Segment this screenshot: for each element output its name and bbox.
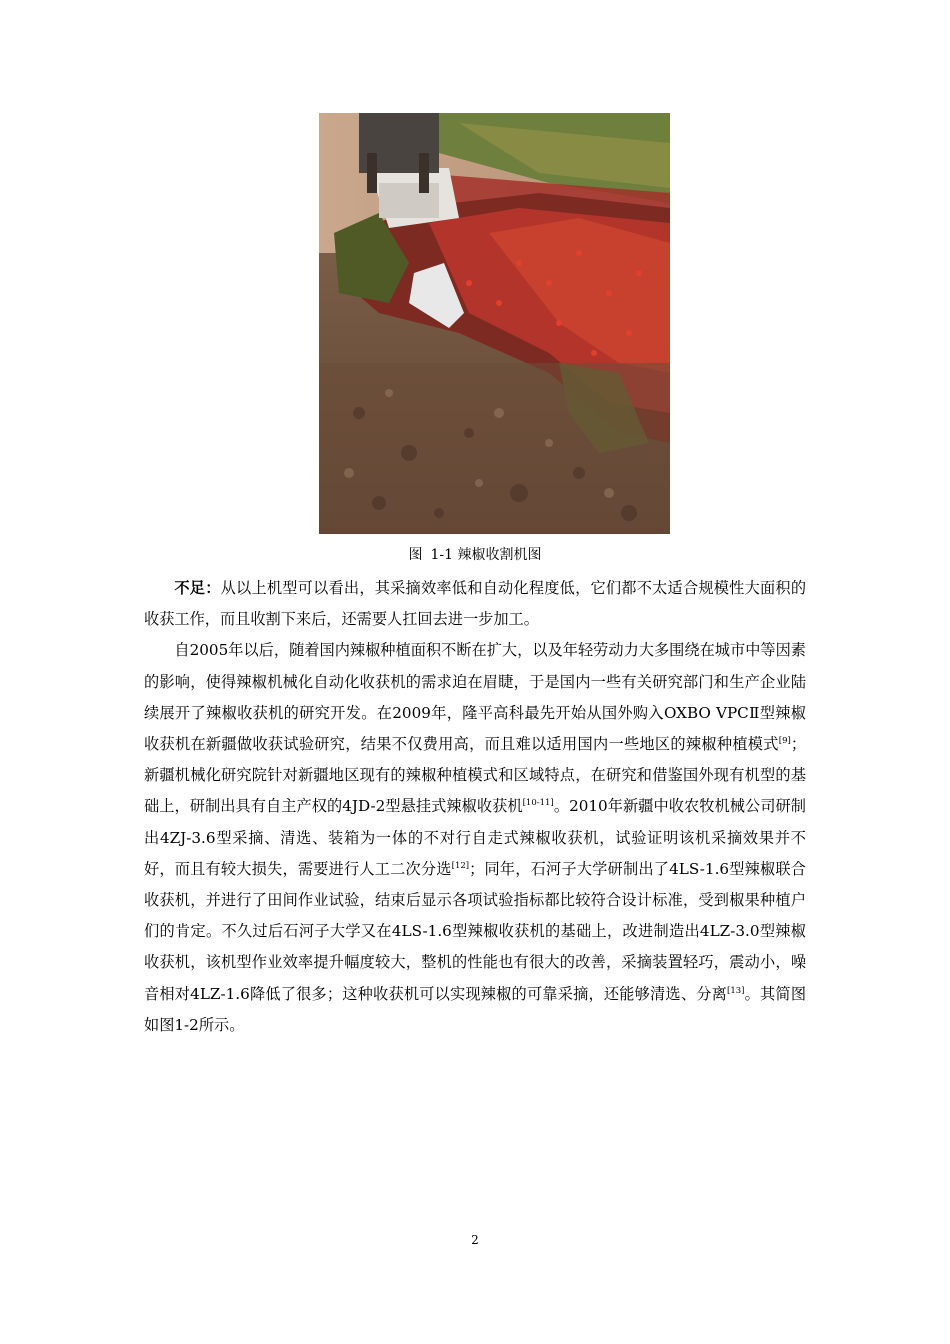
figure-photo bbox=[319, 113, 670, 534]
citation-12: [12] bbox=[451, 860, 470, 871]
page-number: 2 bbox=[471, 1233, 479, 1247]
caption-label: 图 bbox=[408, 547, 423, 563]
bold-lead: 不足： bbox=[174, 579, 221, 597]
paragraph-2-text-3: 。2010年新疆中收农牧机械公司研制出4ZJ-3.6型采摘、清选、装箱为一体的不对行自走式辣椒收获机，试验证明该机采摘效果并不好，而且有较大损失，需要进行人工二次分选 bbox=[144, 797, 806, 878]
paragraph-1-text: 从以上机型可以看出，其采摘效率低和自动化程度低，它们都不太适合规模性大面积的收获工作，而且收割下来后，还需要人扛回去进一步加工。 bbox=[144, 579, 807, 629]
paragraph-1 bbox=[144, 573, 806, 635]
caption-text: 辣椒收割机图 bbox=[457, 547, 542, 563]
pepper-harvester-photo bbox=[319, 113, 670, 534]
figure-caption bbox=[0, 545, 950, 565]
caption-number: 1-1 bbox=[430, 547, 454, 563]
citation-13: [13] bbox=[727, 985, 745, 996]
paragraph-2-text-4: ；同年，石河子大学研制出了4LS-1.6型辣椒联合收获机，并进行了田间作业试验，结束后显示各项试验指标都比较符合设计标准，受到椒果种植户们的肯定。不久过后石河子大学又在4LS-1.6型辣椒收获机的基础上，改进制造出4LZ-3.0型辣椒收获机，该机型作业效率提升幅度较大，整机的性能也有很大的改善，采摘装置轻巧，震动小，噪音相对4LZ-1.6降低了很多；这种收获机可以实现辣椒的可靠采摘，还能够清选、分离 bbox=[144, 859, 806, 1003]
citation-9: [9] bbox=[778, 736, 791, 747]
paragraph-2-text-5: 。其简图如图1-2所示。 bbox=[144, 984, 807, 1034]
paragraph-2 bbox=[144, 635, 806, 1041]
body-text bbox=[144, 573, 806, 1041]
paragraph-2-text-1: 自2005年以后，随着国内辣椒种植面积不断在扩大，以及年轻劳动力大多围绕在城市中等因素的影响，使得辣椒机械化自动化收获机的需求迫在眉睫，于是国内一些有关研究部门和生产企业陆续展开了辣椒收获机的研究开发。在2009年，隆平高科最先开始从国外购入OXBO VPCⅡ型辣椒收获机在新疆做收获试验研究，结果不仅费用高，而且难以适用国内一些地区的辣椒种植模式 bbox=[144, 641, 806, 754]
citation-10-11: [10-11] bbox=[522, 798, 554, 809]
paragraph-2-text-2: ；新疆机械化研究院针对新疆地区现有的辣椒种植模式和区域特点，在研究和借鉴国外现有机型的基础上，研制出具有自主产权的4JD-2型悬挂式辣椒收获机 bbox=[144, 735, 806, 816]
